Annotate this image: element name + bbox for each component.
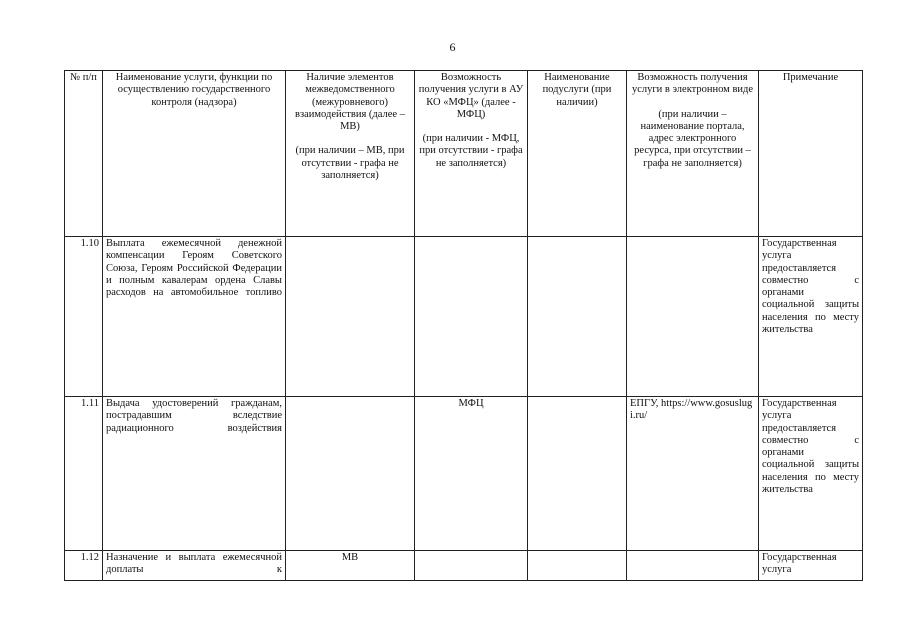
header-name: Наименование услуги, функции по осуществлению государственного контроля (надзора)	[103, 71, 286, 237]
row-name: Выдача удостоверений гражданам, пострадавшим вследствие радиационного воздействия	[103, 397, 286, 551]
header-num: № п/п	[65, 71, 103, 237]
row-name: Назначение и выплата ежемесячной доплаты к	[103, 551, 286, 581]
row-mfc: МФЦ	[415, 397, 528, 551]
row-mv	[286, 397, 415, 551]
row-note: Государственная услуга	[759, 551, 863, 581]
row-name: Выплата ежемесячной денежной компенсации Героям Советского Союза, Героям Российской Федерации и полным кавалерам ордена Славы расходов на автомобильное топливо	[103, 237, 286, 397]
row-mfc	[415, 237, 528, 397]
page-number: 6	[449, 40, 456, 54]
row-mv: МВ	[286, 551, 415, 581]
row-mfc	[415, 551, 528, 581]
row-electronic	[627, 551, 759, 581]
header-mfc: Возможность получения услуги в АУ КО «МФЦ» (далее - МФЦ) (при наличии - МФЦ, при отсутствии - графа не заполняется)	[415, 71, 528, 237]
header-subservice: Наименование подуслуги (при наличии)	[528, 71, 627, 237]
row-electronic: ЕПГУ, https://www.gosuslugi.ru/	[627, 397, 759, 551]
header-electronic: Возможность получения услуги в электронном виде (при наличии – наименование портала, адрес электронного ресурса, при отсутствии – графа не заполняется)	[627, 71, 759, 237]
row-note: Государственная услуга предоставляется совместно с органами социальной защиты населения по месту жительства	[759, 397, 863, 551]
services-table	[64, 70, 863, 581]
header-mv: Наличие элементов межведомственного (межуровневого) взаимодействия (далее – МВ) (при наличии – МВ, при отсутствии - графа не заполняется)	[286, 71, 415, 237]
header-note: Примечание	[759, 71, 863, 237]
row-num: 1.11	[65, 397, 103, 551]
row-subservice	[528, 237, 627, 397]
row-note: Государственная услуга предоставляется совместно с органами социальной защиты населения по месту жительства	[759, 237, 863, 397]
row-subservice	[528, 551, 627, 581]
row-electronic	[627, 237, 759, 397]
table-row	[65, 237, 863, 397]
row-num: 1.10	[65, 237, 103, 397]
table-row	[65, 551, 863, 581]
table-row	[65, 397, 863, 551]
row-subservice	[528, 397, 627, 551]
header-row	[65, 71, 863, 237]
row-num: 1.12	[65, 551, 103, 581]
row-mv	[286, 237, 415, 397]
